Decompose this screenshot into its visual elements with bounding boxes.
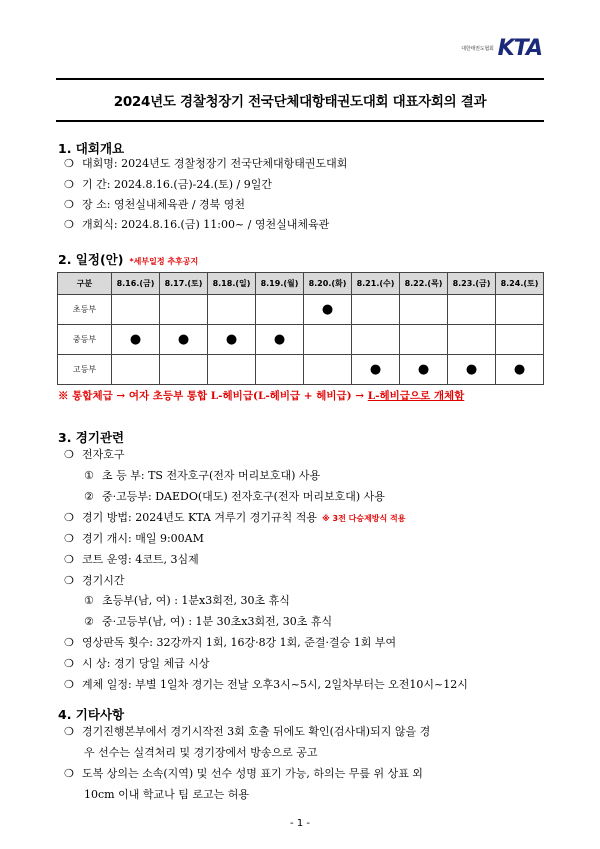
schedule-cell	[112, 295, 160, 325]
sub-item	[84, 613, 332, 629]
schedule-cell	[160, 295, 208, 325]
table-row	[58, 295, 544, 325]
section3-heading: 3. 경기관련	[58, 430, 125, 445]
schedule-table	[57, 272, 544, 385]
circle-bullet-icon: ❍	[64, 725, 74, 738]
circle-bullet-icon: ❍	[64, 574, 74, 587]
item-text: 10cm 이내 학교나 팀 로고는 허용	[84, 788, 249, 801]
section2-heading	[58, 250, 198, 268]
item-text: 계체 일정: 부별 1일차 경기는 전날 오후3시~5시, 2일차부터는 오전10시~12시	[82, 678, 468, 691]
circle-bullet-icon: ❍	[64, 157, 74, 170]
schedule-cell	[256, 355, 304, 385]
schedule-cell	[208, 355, 256, 385]
list-item	[64, 509, 406, 525]
table-header-date: 8.21.(수)	[352, 273, 400, 295]
circle-bullet-icon: ❍	[64, 511, 74, 524]
schedule-cell	[352, 325, 400, 355]
section1-item	[64, 155, 347, 171]
table-header-date: 8.24.(토)	[496, 273, 544, 295]
circle-bullet-icon: ❍	[64, 218, 74, 231]
table-header-date: 8.22.(목)	[400, 273, 448, 295]
schedule-note: *세부일정 추후공지	[129, 257, 199, 266]
merge-note-underlined: L-헤비급으로 개체함	[367, 390, 465, 402]
list-item	[64, 723, 430, 739]
item-text: 전자호구	[82, 448, 125, 461]
table-header-row	[58, 273, 544, 295]
scheduled-dot: ●	[352, 355, 400, 385]
scheduled-dot: ●	[400, 355, 448, 385]
circle-bullet-icon: ❍	[64, 636, 74, 649]
circle-bullet-icon: ❍	[64, 553, 74, 566]
item-text: 영상판독 횟수: 32강까지 1회, 16강·8강 1회, 준결·결승 1회 부여	[82, 636, 397, 649]
table-header-date: 8.19.(월)	[256, 273, 304, 295]
item-text: 우 선수는 실격처리 및 경기장에서 방송으로 공고	[84, 746, 318, 759]
schedule-cell	[448, 295, 496, 325]
table-row	[58, 325, 544, 355]
schedule-cell	[496, 295, 544, 325]
item-text: 장 소: 영천실내체육관 / 경북 영천	[82, 198, 246, 211]
scheduled-dot: ●	[112, 325, 160, 355]
list-item-continuation	[84, 786, 249, 802]
schedule-cell	[400, 325, 448, 355]
list-item	[64, 676, 468, 692]
row-label: 고등부	[58, 355, 112, 385]
table-header-date: 8.17.(토)	[160, 273, 208, 295]
list-item	[64, 446, 125, 462]
schedule-cell	[304, 355, 352, 385]
item-text: 중·고등부(남, 여) : 1분 30초x3회전, 30초 휴식	[102, 615, 333, 628]
item-text: 도복 상의는 소속(지역) 및 선수 성명 표기 가능, 하의는 무릎 위 상표 외	[82, 767, 423, 780]
section1-item	[64, 176, 272, 192]
item-text: 경기 방법: 2024년도 KTA 겨루기 경기규칙 적용	[82, 511, 317, 524]
schedule-cell	[352, 295, 400, 325]
list-item-continuation	[84, 744, 318, 760]
document-title: 2024년도 경찰청장기 전국단체대항태권도대회 대표자회의 결과	[56, 78, 544, 122]
circle-bullet-icon: ❍	[64, 178, 74, 191]
item-text: 코트 운영: 4코트, 3심제	[82, 553, 199, 566]
schedule-cell	[208, 295, 256, 325]
schedule-cell	[400, 295, 448, 325]
schedule-cell	[112, 355, 160, 385]
list-item	[64, 572, 125, 588]
number-bullet-icon: ①	[84, 594, 94, 607]
list-item	[64, 655, 209, 671]
sub-item	[84, 488, 385, 504]
sub-item	[84, 467, 320, 483]
row-label: 중등부	[58, 325, 112, 355]
table-header-date: 8.23.(금)	[448, 273, 496, 295]
scheduled-dot: ●	[256, 325, 304, 355]
table-row	[58, 355, 544, 385]
item-text: 중·고등부: DAEDO(대도) 전자호구(전자 머리보호대) 사용	[102, 490, 385, 503]
schedule-cell	[304, 325, 352, 355]
page-number: - 1 -	[290, 818, 310, 829]
scheduled-dot: ●	[448, 355, 496, 385]
schedule-cell	[256, 295, 304, 325]
table-header-date: 8.20.(화)	[304, 273, 352, 295]
circle-bullet-icon: ❍	[64, 767, 74, 780]
logo-text: KTA	[497, 36, 542, 61]
item-text: 초등부(남, 여) : 1분x3회전, 30초 휴식	[102, 594, 290, 607]
circle-bullet-icon: ❍	[64, 678, 74, 691]
list-item	[64, 634, 396, 650]
circle-bullet-icon: ❍	[64, 448, 74, 461]
list-item	[64, 530, 204, 546]
section1-item	[64, 196, 245, 212]
section1-heading: 1. 대회개요	[58, 141, 125, 156]
scheduled-dot: ●	[496, 355, 544, 385]
number-bullet-icon: ②	[84, 615, 94, 628]
number-bullet-icon: ①	[84, 469, 94, 482]
schedule-cell	[496, 325, 544, 355]
table-header-category: 구분	[58, 273, 112, 295]
item-text: 대회명: 2024년도 경찰청장기 전국단체대항태권도대회	[82, 157, 348, 170]
weight-class-merge-note	[58, 388, 464, 403]
list-item	[64, 551, 199, 567]
kta-logo-mark	[498, 36, 542, 61]
rule-note: ※ 3전 다승제방식 적용	[321, 514, 406, 523]
item-text: 초 등 부: TS 전자호구(전자 머리보호대) 사용	[102, 469, 321, 482]
circle-bullet-icon: ❍	[64, 657, 74, 670]
section1-item	[64, 216, 329, 232]
list-item	[64, 765, 423, 781]
circle-bullet-icon: ❍	[64, 198, 74, 211]
schedule-cell	[448, 325, 496, 355]
sub-item	[84, 592, 290, 608]
item-text: 경기 개시: 매일 9:00AM	[82, 532, 204, 545]
row-label: 초등부	[58, 295, 112, 325]
section2-title: 2. 일정(안)	[58, 252, 124, 267]
org-name: 대한태권도협회	[461, 46, 494, 52]
item-text: 경기시간	[82, 574, 125, 587]
merge-note-text: ※ 통합체급 → 여자 초등부 통합 L-헤비급(L-헤비급 + 헤비급) →	[58, 390, 368, 402]
item-text: 시 상: 경기 당일 체급 시상	[82, 657, 210, 670]
table-header-date: 8.16.(금)	[112, 273, 160, 295]
table-header-date: 8.18.(일)	[208, 273, 256, 295]
scheduled-dot: ●	[208, 325, 256, 355]
scheduled-dot: ●	[160, 325, 208, 355]
scheduled-dot: ●	[304, 295, 352, 325]
circle-bullet-icon: ❍	[64, 532, 74, 545]
kta-logo	[461, 36, 542, 61]
item-text: 개회식: 2024.8.16.(금) 11:00~ / 영천실내체육관	[82, 218, 330, 231]
schedule-cell	[160, 355, 208, 385]
section4-heading: 4. 기타사항	[58, 707, 125, 722]
item-text: 경기진행본부에서 경기시작전 3회 호출 뒤에도 확인(검사대)되지 않을 경	[82, 725, 431, 738]
item-text: 기 간: 2024.8.16.(금)-24.(토) / 9일간	[82, 178, 273, 191]
number-bullet-icon: ②	[84, 490, 94, 503]
